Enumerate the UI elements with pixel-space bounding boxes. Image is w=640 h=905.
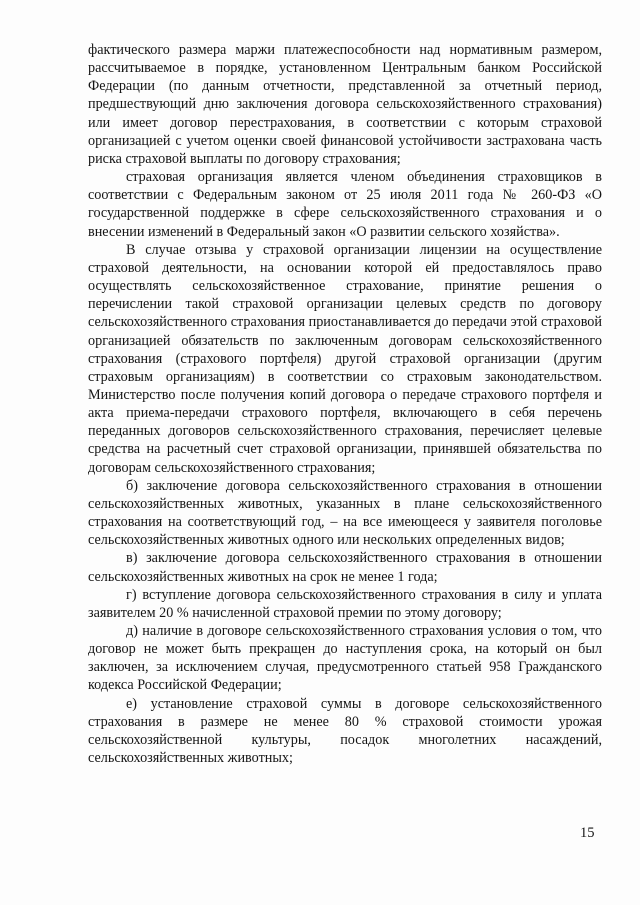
paragraph-margin-continuation: фактического размера маржи платежеспособности над нормативным размером, рассчитываемое в порядке, установленном Центральным банком Российской Федерации (по данным отчетности, представленной за отчетный период, предшествующий дню заключения договора сельскохозяйственного страхования) или имеет договор перестрахования, в соответствии с которым страховой организацией с учетом оценки своей финансовой устойчивости застрахована часть риска страховой выплаты по договору страхования; xyxy=(88,42,602,167)
paragraph-item-g: г) вступление договора сельскохозяйственного страхования в силу и уплата заявителем 20 % начисленной страховой премии по этому договору; xyxy=(88,586,602,621)
paragraph-license-revocation: В случае отзыва у страховой организации лицензии на осуществление страховой деятельности, на основании которой ей предоставлялось право осуществлять сельскохозяйственное страхование, принятие решения о перечислении такой страховой организации целевых средств по договору сельскохозяйственного страхования приостанавливается до передачи этой страховой организацией обязательств по заключенным договорам сельскохозяйственного страхования (страхового портфеля) другой страховой организации (другим страховым организациям) в соответствии со страховым законодательством. Министерство после получения копий договора о передаче страхового портфеля и акта приема-передачи страхового портфеля, включающего в себя перечень переданных договоров сельскохозяйственного страхования, перечисляет целевые средства на расчетный счет страховой организации, принявшей обязательства по договорам сельскохозяйственного страхования; xyxy=(88,241,602,476)
paragraph-item-d: д) наличие в договоре сельскохозяйственного страхования условия о том, что договор не может быть прекращен до наступления срока, на который он был заключен, за исключением случая, предусмотренного статьей 958 Гражданского кодекса Российской Федерации; xyxy=(88,623,602,694)
paragraph-item-v: в) заключение договора сельскохозяйственного страхования в отношении сельскохозяйственных животных на срок не менее 1 года; xyxy=(88,550,602,585)
document-body xyxy=(88,41,602,767)
paragraph-item-e: е) установление страховой суммы в договоре сельскохозяйственного страхования в размере не менее 80 % страховой стоимости урожая сельскохозяйственной культуры, посадок многолетних насаждений, сельскохозяйственных животных; xyxy=(88,695,602,767)
page-number: 15 xyxy=(580,825,595,841)
paragraph-item-b: б) заключение договора сельскохозяйственного страхования в отношении сельскохозяйственных животных, указанных в плане сельскохозяйственного страхования на соответствующий год, – на все имеющееся у заявителя поголовье сельскохозяйственных животных одного или нескольких определенных видов; xyxy=(88,477,602,549)
paragraph-insurers-association: страховая организация является членом объединения страховщиков в соответствии с Федеральным законом от 25 июля 2011 года № 260-ФЗ «О государственной поддержке в сфере сельскохозяйственного страхования и о внесении изменений в Федеральный закон «О развитии сельского хозяйства». xyxy=(88,169,602,240)
